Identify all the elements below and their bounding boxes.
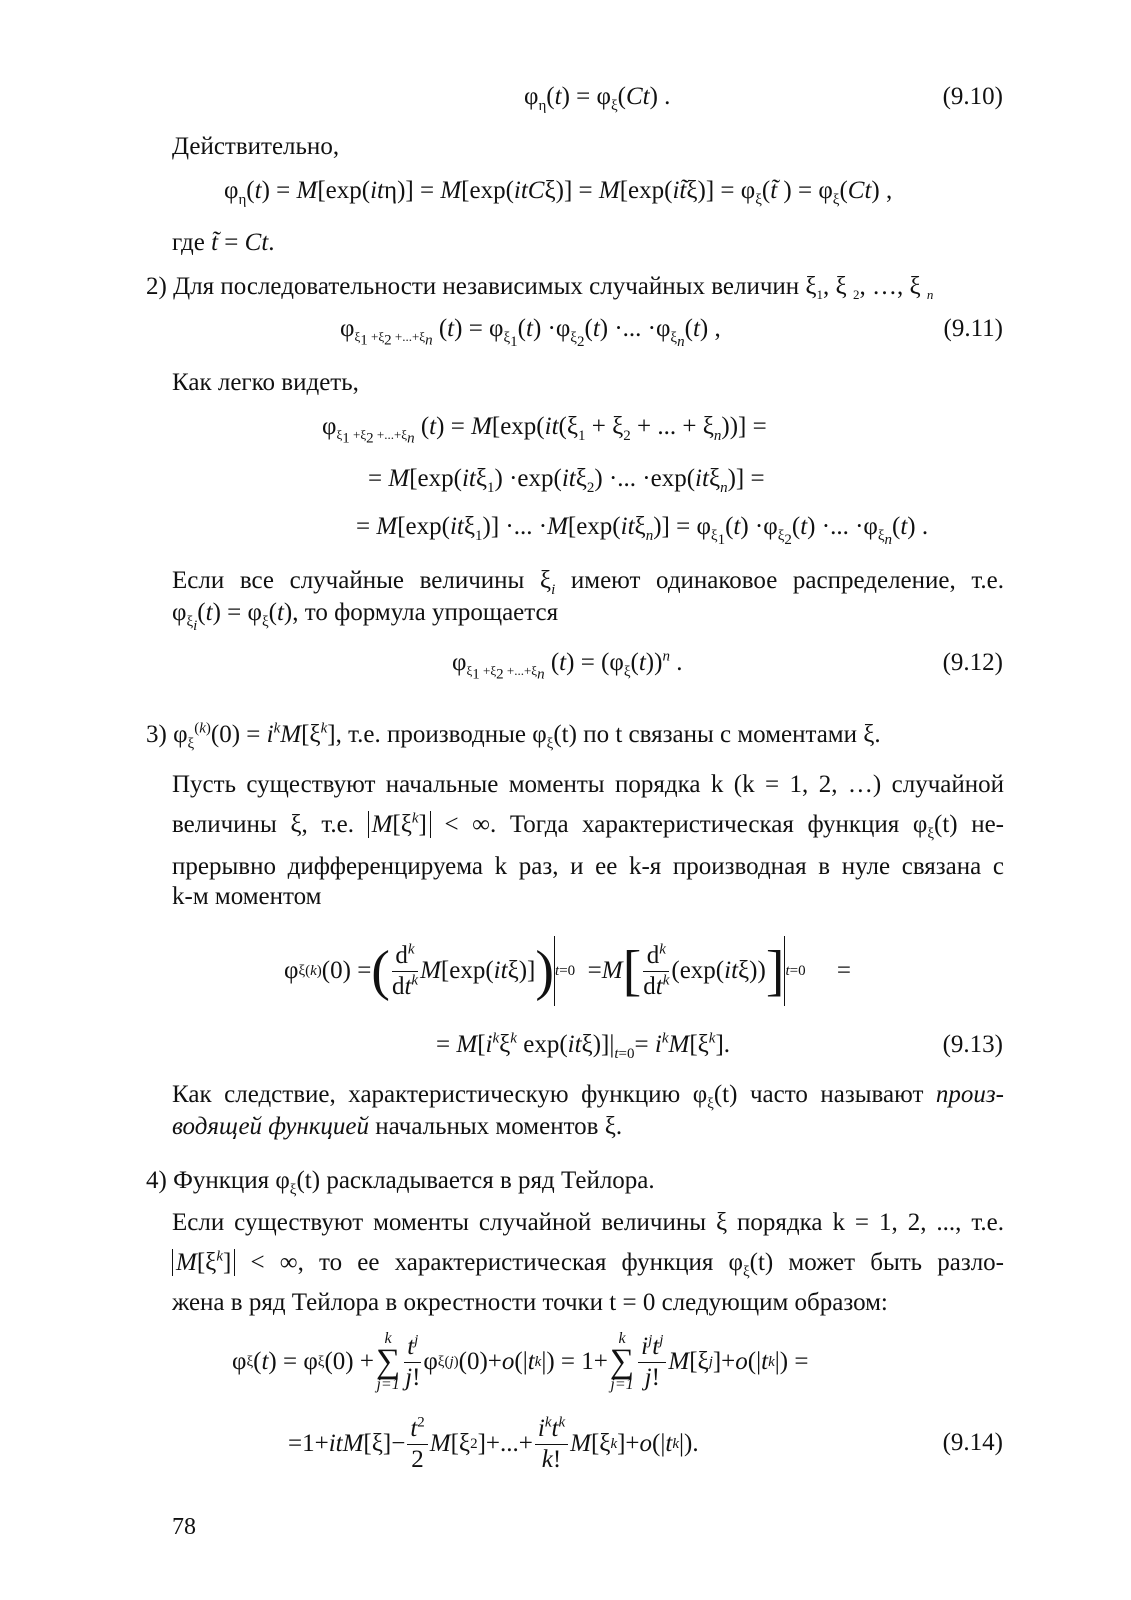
text-run: (t) не- [934,811,1005,838]
text-run: < ∞, то ее характеристическая функция φ [250,1249,743,1276]
text-run: 4) Функция φ [146,1167,290,1194]
text-run: < ∞. Тогда характеристическая функция φ [444,811,928,838]
equation-number: (9.13) [942,1031,1003,1058]
paragraph-where: где t̃ = Ct. [172,229,275,256]
paragraph-taylor-3: жена в ряд Тейлора в окрестности точки t = 0 следующим образом: [172,1289,888,1316]
equation-derivation-line-2: = M[exp(itξ$_1$) ·exp(itξ$_2$) ·... ·exp(itξ$_n$)] = [368,465,765,496]
text-run: Как следствие, характеристическую функцию φ [172,1081,708,1108]
text-run: , то формула упрощается [292,599,559,626]
text-run: Если все случайные величины ξ [172,567,552,594]
paragraph-text: Как легко видеть, [172,369,359,396]
item-2: 2) Для последовательности независимых случайных величин $\xi_1$, ξ $_2$, …, ξ $_n$ [146,273,934,302]
equation-number: (9.12) [942,649,1003,676]
equation-derivation-line-1: $\varphi_{\xi_1 +\xi_2 +...+\xi_n}$ $(t) = M[\exp(it(\xi_1 + \xi_2$ + ... + $\xi_n$))] = [322,413,767,447]
equation-9-13-line-1: φ ξ (k) (0) = ( $\frac{d^k}{dt^k}$ M [exp( it ξ)] ) t=0 = M [ $\frac{d^k}{dt^k}$ (exp( it ξ)) ] t=0 = [284,926,851,1016]
text-run: (t) раскладывается в ряд Тейлора. [296,1167,655,1194]
paragraph-moments-3 [172,852,1004,882]
text-run: прерывно дифференцируема k раз, и ее k-я производная в нуле связана с [172,853,1004,880]
text-run: Если существуют моменты случайной величины ξ порядка k = 1, 2, ..., т.е. [172,1209,1004,1236]
paragraph-text: Действительно, [172,133,340,160]
text-run: имеют одинаковое распределение, т.е. [555,567,1004,594]
paragraph-moments-2: величины ξ, т.е. $M[\xi^k]$ < ∞. Тогда характеристическая функция $\varphi_\xi(t)$ не- [172,810,1005,842]
text-run: (t) часто называют [713,1081,936,1108]
paragraph-taylor-2: $M[\xi^k]$ < ∞, то ее характеристическая функция $\varphi_\xi(t)$ может быть разло- [172,1248,1004,1278]
equation-number: (9.11) [943,315,1003,342]
equation-9-12: $\varphi_{\xi_1 +\xi_2 +...+\xi_n}$ $(t) = (\varphi_\xi(t))^n$ . [452,648,683,683]
page-number: 78 [172,1514,196,1540]
equation-9-10: $\varphi_\eta(t) = \varphi_\xi(Ct)$ . [524,83,671,114]
where-word: где [172,229,205,256]
equation-number: (9.10) [942,83,1003,110]
text-run: , т.е. производные φ [335,721,547,748]
paragraph-moments-1 [172,770,1004,800]
text-run: водящей функцией [172,1113,370,1140]
equation-number: (9.14) [942,1429,1003,1456]
paragraph-taylor-1 [172,1208,1004,1238]
text-run: (t) может быть разло- [749,1249,1005,1276]
equation-deistv: $\varphi_\eta(t) = M[\exp(it\eta)] = M[\exp(itC\xi)]$ = M[exp(it̃ξ)] = $\varphi_\xi(t̃$ ) = $\varphi_\xi(Ct)$ , [224,177,893,208]
equation-derivation-line-3: = M[exp(itξ$_1$)] ·... $\cdot M[\exp(it\xi_n)] = \varphi_{\xi_1}(t) \cdot\varphi_{\xi_2}(t)$ ·... $\cdot\varphi_{\xi_n}(t)$ . [356,513,929,548]
equation-9-11: $\varphi_{\xi_1 +\xi_2 +...+\xi_n}$ $(t) = \varphi_{\xi_1}(t) \cdot\varphi_{\xi_2}(t)$ ·... $\cdot\varphi_{\xi_n}(t)$ , [340,315,721,350]
equation-9-13-line-2: = $M[i^k\xi^k$ $\exp(it\xi)]|_{t=0}= i^kM[\xi^k]$. [436,1030,731,1062]
text-run: (t) по t связаны с моментами ξ. [553,721,881,748]
text-run: начальных моментов ξ. [369,1113,623,1140]
equation-9-14-line-1: φ ξ ( t ) = φ ξ (0) + k ∑ j=1 $\frac{t^j}{j!}$ φ ξ (j) (0)+ o (| t k |) = 1+ k ∑ j=1 $\frac{i^jt^j}{j!}$ M [ξ j ]+ o (| t k |) = [232,1330,809,1393]
paragraph-identical: Если все случайные величины $\xi_i$ имеют одинаковое распределение, т.е. [172,567,1004,598]
paragraph-identical-cont: $\varphi_{\xi_i}(t) = \varphi_\xi(t)$, то формула упрощается [172,599,559,634]
equation-9-14-line-2: =1+ itM [ξ]− $\frac{t^2}{2}$ M [ξ 2 ]+...+ $\frac{i^kt^k}{k!}$ M [ξ k ]+ o (| t k |). [288,1414,699,1473]
text-run: Пусть существуют начальные моменты порядка k (k = 1, 2, …) случайной [172,771,1004,798]
item-4: 4) Функция $\varphi_\xi(t)$ раскладывается в ряд Тейлора. [146,1167,655,1198]
paragraph-consequence-1: Как следствие, характеристическую функцию $\varphi_\xi(t)$ часто называют произ- [172,1081,1004,1112]
text-run: величины ξ, т.е. [172,811,354,838]
paragraph-moments-4: k-м моментом [172,883,322,910]
paragraph-consequence-2 [172,1112,622,1142]
item-3: 3) $\varphi_\xi^{(k)}(0) = i^kM[\xi^k]$, т.е. производные $\varphi_\xi(t)$ по t связаны с моментами ξ. [146,720,881,752]
item-2-text: 2) Для последовательности независимых случайных величин ξ [146,273,817,300]
text-run: произ- [935,1081,1004,1108]
